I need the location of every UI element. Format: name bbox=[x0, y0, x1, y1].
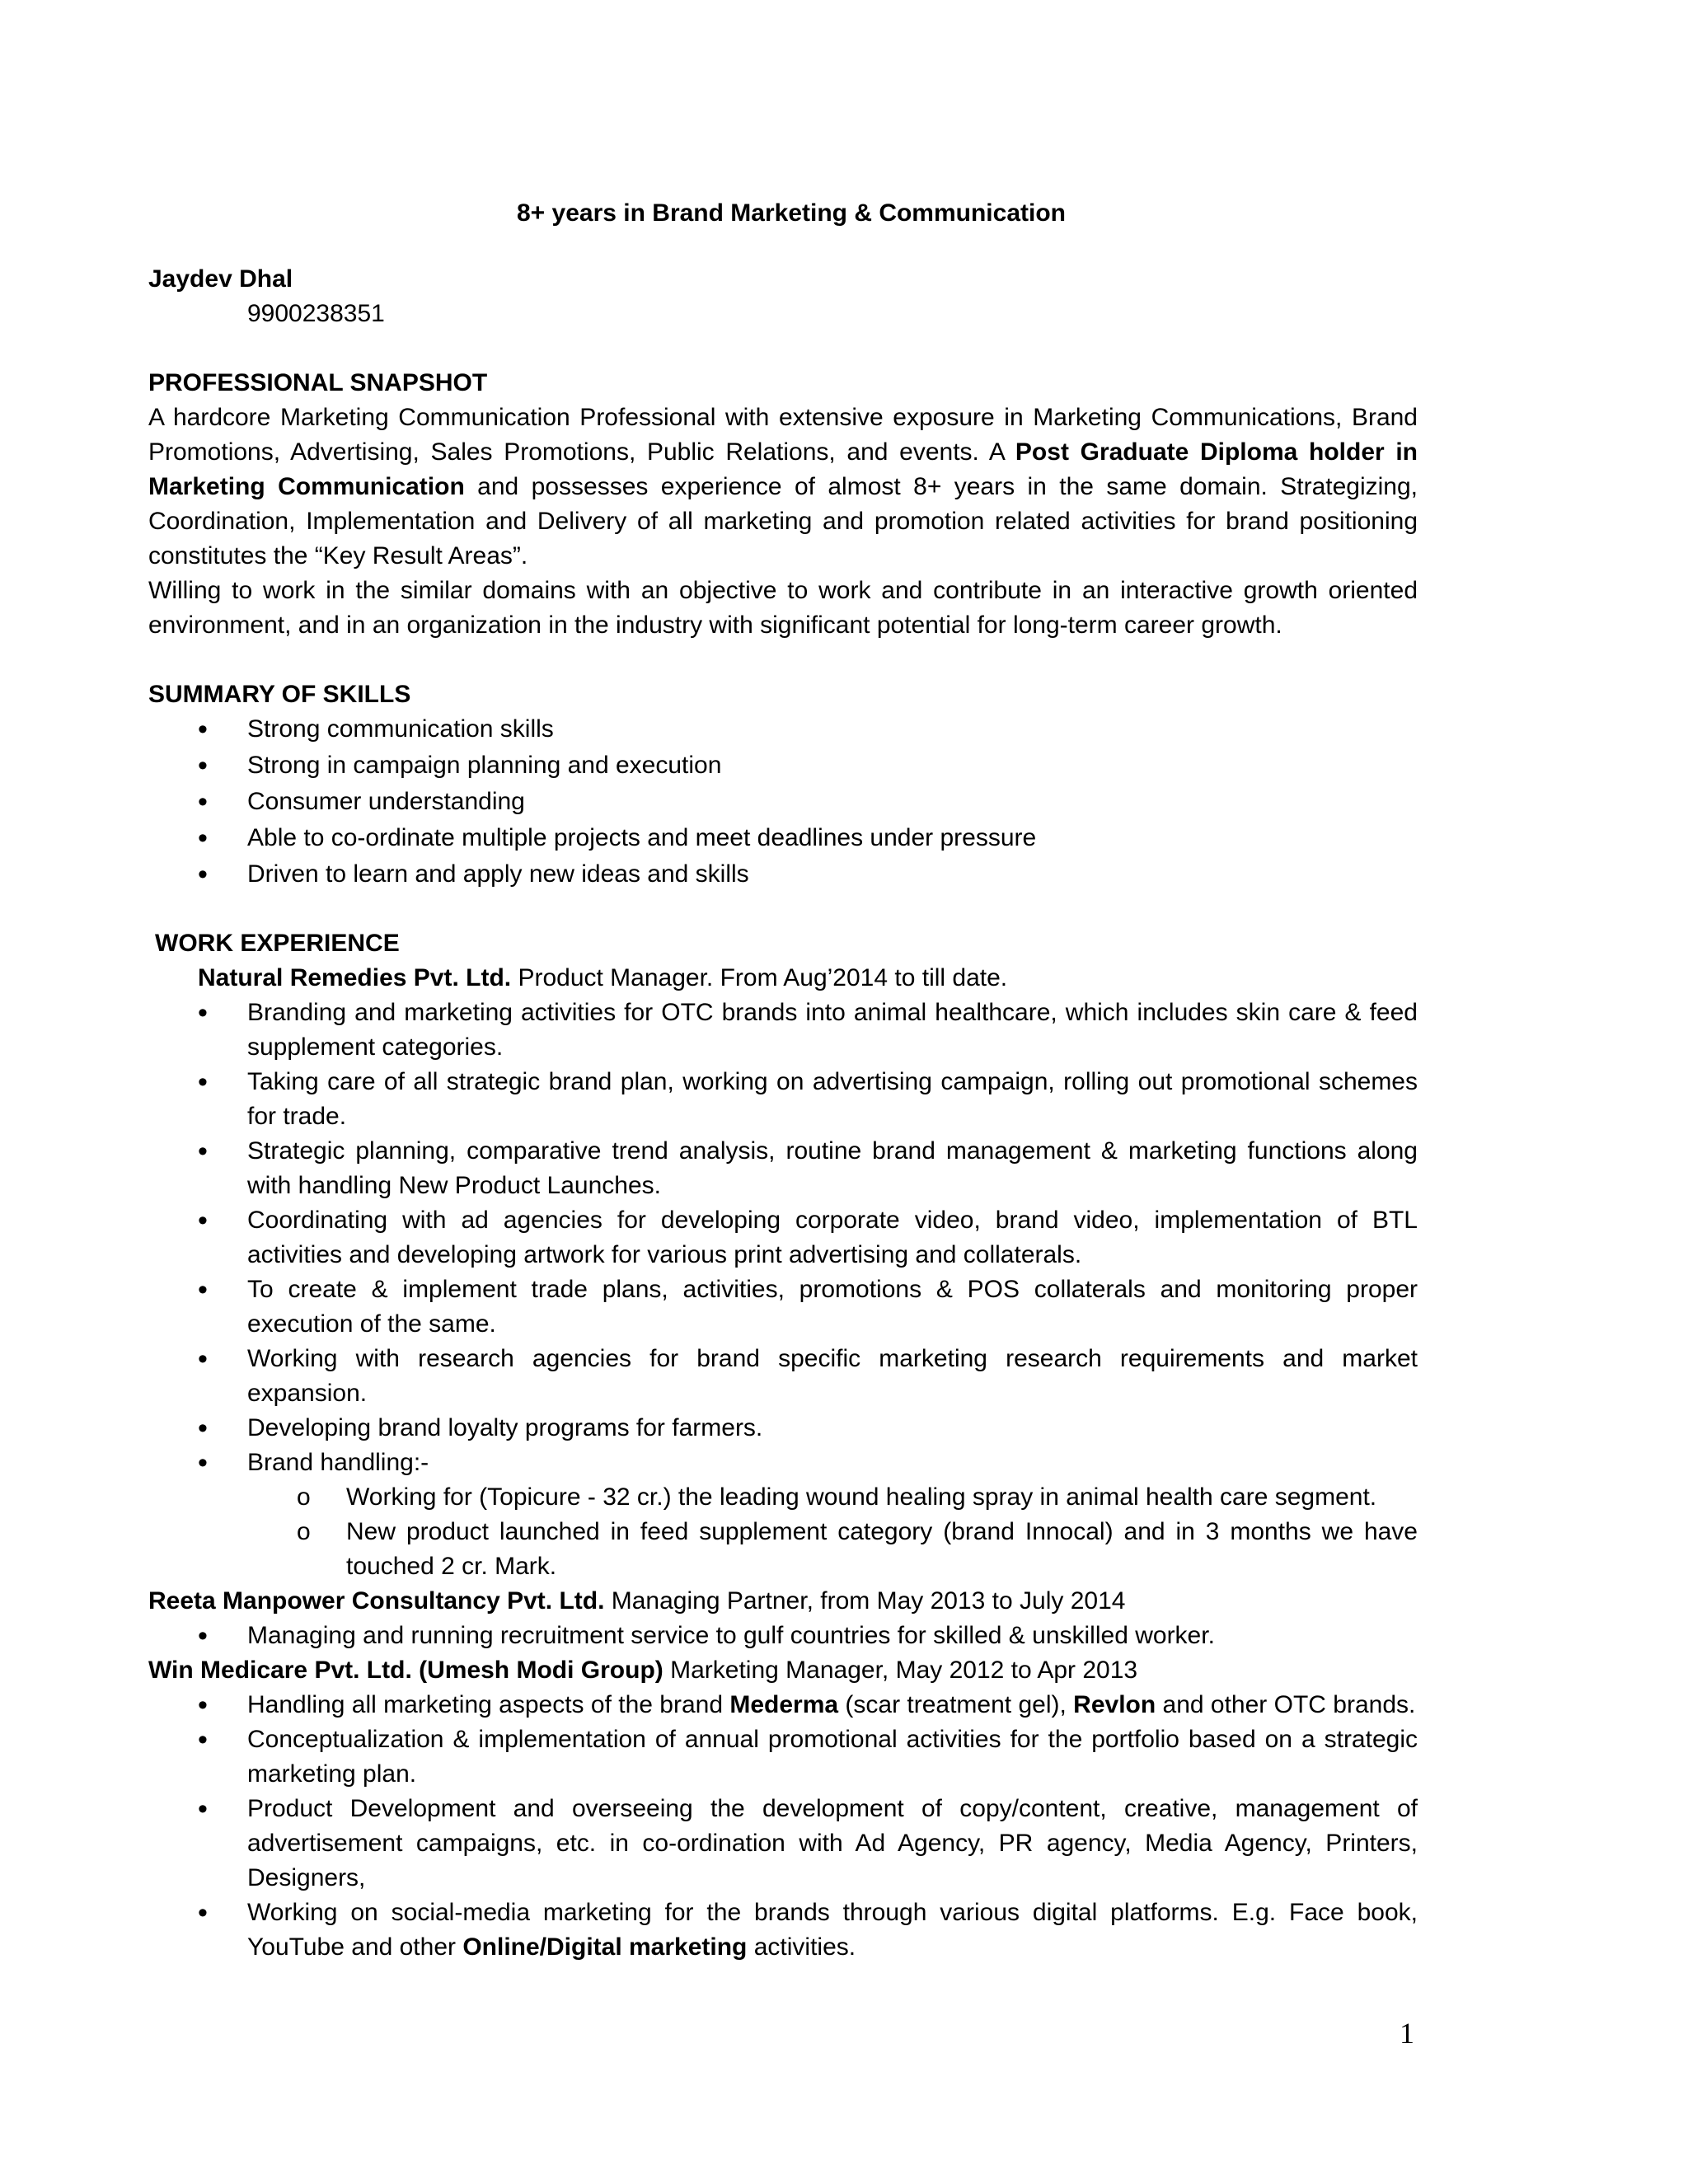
job2-header bbox=[148, 1584, 1418, 1619]
list-item: • Strong in campaign planning and execution bbox=[148, 748, 1418, 783]
snapshot-paragraph bbox=[148, 401, 1418, 574]
job2-company: Reeta Manpower Consultancy Pvt. Ltd. bbox=[148, 1587, 605, 1615]
list-item: • Brand handling:- bbox=[148, 1446, 1418, 1480]
brand-name: Mederma bbox=[729, 1691, 839, 1718]
bold-text: Online/Digital marketing bbox=[462, 1933, 748, 1961]
job2-list bbox=[148, 1619, 1418, 1653]
objective-paragraph: Willing to work in the similar domains with an objective to work and contribute in an interactive growth oriented environment, and in an organization in the industry with significant potential for long-term career growth. bbox=[148, 577, 1418, 639]
skills-heading: SUMMARY OF SKILLS bbox=[148, 681, 411, 708]
item-text: Handling all marketing aspects of the brand bbox=[247, 1691, 730, 1718]
list-item: • Conceptualization & implementation of annual promotional activities for the portfolio based on a strategic marketing plan. bbox=[148, 1722, 1418, 1792]
item-text: and other OTC brands. bbox=[1156, 1691, 1416, 1718]
job3-header bbox=[148, 1653, 1418, 1688]
experience-heading: WORK EXPERIENCE bbox=[155, 930, 400, 957]
item-text: activities. bbox=[747, 1933, 856, 1961]
list-item: • Able to co-ordinate multiple projects and meet deadlines under pressure bbox=[148, 821, 1418, 855]
job1-detail: Product Manager. From Aug’2014 to till date. bbox=[511, 964, 1008, 991]
snapshot-heading: PROFESSIONAL SNAPSHOT bbox=[148, 369, 488, 396]
job1-list bbox=[148, 996, 1418, 1480]
list-item: • Managing and running recruitment service to gulf countries for skilled & unskilled worker. bbox=[148, 1619, 1418, 1653]
job1-sub-list bbox=[148, 1480, 1418, 1584]
snapshot-bold-text: Post Graduate Diploma holder in Marketing Communication bbox=[148, 438, 1418, 500]
list-item: • Consumer understanding bbox=[148, 785, 1418, 819]
page-title: 8+ years in Brand Marketing & Communication bbox=[517, 199, 1066, 227]
job3-company: Win Medicare Pvt. Ltd. (Umesh Modi Group) bbox=[148, 1657, 663, 1684]
sub-list-item: o Working for (Topicure - 32 cr.) the leading wound healing spray in animal health care segment. bbox=[148, 1480, 1418, 1515]
list-item: • Developing brand loyalty programs for farmers. bbox=[148, 1411, 1418, 1446]
job3-list bbox=[148, 1688, 1418, 1965]
item-text: Working on social-media marketing for the brands through various digital platforms. E.g. Face book, YouTube and other bbox=[247, 1899, 1418, 1961]
job3-detail: Marketing Manager, May 2012 to Apr 2013 bbox=[663, 1657, 1138, 1684]
list-item bbox=[148, 1896, 1418, 1965]
job1-header bbox=[148, 961, 1418, 996]
list-item: • Taking care of all strategic brand plan, working on advertising campaign, rolling out promotional schemes for trade. bbox=[148, 1065, 1418, 1134]
skills-list bbox=[148, 712, 1418, 892]
list-item: • Driven to learn and apply new ideas and skills bbox=[148, 857, 1418, 892]
job1-company: Natural Remedies Pvt. Ltd. bbox=[198, 964, 512, 991]
list-item: • Branding and marketing activities for OTC brands into animal healthcare, which includes skin care & feed supplement categories. bbox=[148, 996, 1418, 1065]
list-item: • Strategic planning, comparative trend analysis, routine brand management & marketing functions along with handling New Product Launches. bbox=[148, 1134, 1418, 1203]
list-item bbox=[148, 1688, 1418, 1722]
job2-detail: Managing Partner, from May 2013 to July 2014 bbox=[604, 1587, 1126, 1615]
snapshot-text: A hardcore Marketing Communication Professional with extensive exposure in Marketing Communications, Brand Promotions, Advertising, Sales Promotions, Public Relations, and events. A bbox=[148, 404, 1418, 466]
list-item: • Coordinating with ad agencies for developing corporate video, brand video, implementation of BTL activities and developing artwork for various print advertising and collaterals. bbox=[148, 1203, 1418, 1272]
snapshot-text: and possesses experience of almost 8+ years in the same domain. Strategizing, Coordination, Implementation and Delivery of all marketing and promotion related activities for brand positioning constitutes the “Key Result Areas”. bbox=[148, 473, 1418, 569]
resume-content bbox=[148, 262, 1418, 1965]
list-item: • To create & implement trade plans, activities, promotions & POS collaterals and monitoring proper execution of the same. bbox=[148, 1272, 1418, 1342]
sub-list-item: o New product launched in feed supplement category (brand Innocal) and in 3 months we have touched 2 cr. Mark. bbox=[148, 1515, 1418, 1584]
brand-name: Revlon bbox=[1073, 1691, 1156, 1718]
list-item: • Working with research agencies for brand specific marketing research requirements and market expansion. bbox=[148, 1342, 1418, 1411]
item-text: (scar treatment gel), bbox=[838, 1691, 1074, 1718]
list-item: • Strong communication skills bbox=[148, 712, 1418, 747]
page-number: 1 bbox=[1400, 2017, 1414, 2050]
candidate-phone: 9900238351 bbox=[247, 300, 385, 327]
candidate-name: Jaydev Dhal bbox=[148, 265, 293, 293]
list-item: • Product Development and overseeing the development of copy/content, creative, management of advertisement campaigns, etc. in co-ordination with Ad Agency, PR agency, Media Agency, Printers, Designers, bbox=[148, 1792, 1418, 1896]
